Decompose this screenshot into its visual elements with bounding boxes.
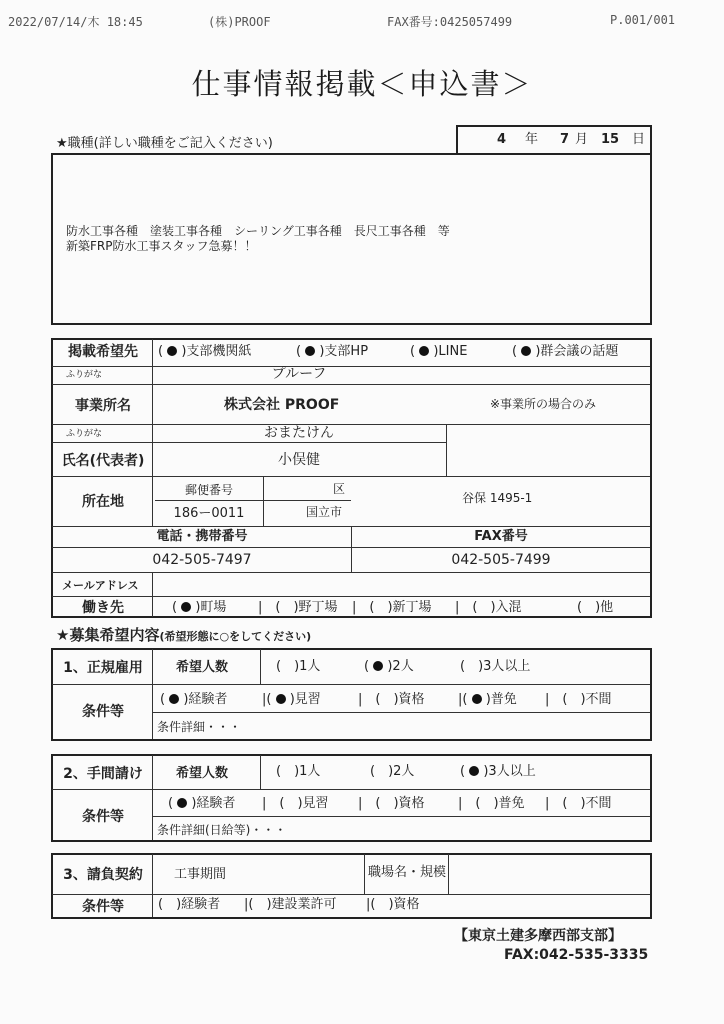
fax-label: FAX番号: [474, 529, 528, 544]
workplace-option-4[interactable]: | ( )入混: [455, 600, 522, 615]
job-content-line1: 防水工事各種 塗装工事各種 シーリング工事各種 長尺工事各種 等: [66, 224, 450, 238]
publish-option-2[interactable]: ( )支部HP: [296, 344, 369, 359]
date-month: 7: [560, 132, 570, 147]
workplace-label: 働き先: [82, 600, 124, 616]
regular-count-option-3[interactable]: ( )3人以上: [460, 659, 531, 674]
date-month-unit: 月: [575, 132, 589, 147]
labor-count-option-1[interactable]: ( )1人: [276, 764, 321, 779]
fax-sender: (株)PROOF: [208, 15, 271, 29]
street-value[interactable]: 谷保 1495-1: [462, 491, 533, 505]
regular-cond-option-2[interactable]: |( )見習: [262, 692, 321, 707]
regular-cond-option-5[interactable]: | ( )不間: [545, 692, 612, 707]
date-box: [456, 125, 652, 155]
check-mark-icon: [419, 346, 429, 356]
rep-furigana-value[interactable]: おまたけん: [264, 425, 334, 441]
representative-label: 氏名(代表者): [61, 453, 145, 469]
check-mark-icon: [177, 798, 187, 808]
phone-label: 電話・携帯番号: [156, 529, 248, 544]
period-label: 工事期間: [174, 867, 227, 882]
check-mark-icon: [469, 766, 479, 776]
workplace-option-3[interactable]: | ( )新丁場: [352, 600, 432, 615]
regular-employment-label: 1、正規雇用: [63, 660, 143, 676]
office-name-label: 事業所名: [75, 398, 131, 414]
fax-value[interactable]: 042-505-7499: [451, 552, 551, 568]
regular-cond-option-3[interactable]: | ( )資格: [358, 692, 425, 707]
labor-cond-option-5[interactable]: | ( )不間: [545, 796, 612, 811]
regular-cond-option-1[interactable]: ( )経験者: [160, 692, 228, 707]
labor-cond-label: 条件等: [82, 809, 124, 825]
workplace-option-2[interactable]: | ( )野丁場: [258, 600, 338, 615]
regular-count-option-1[interactable]: ( )1人: [276, 659, 321, 674]
regular-cond-label: 条件等: [82, 704, 124, 720]
regular-detail-label: 条件詳細・・・: [157, 720, 242, 734]
labor-contract-label: 2、手間請け: [63, 766, 143, 782]
subcontract-cond-option-3[interactable]: |( )資格: [366, 897, 420, 912]
labor-count-option-3[interactable]: ( )3人以上: [460, 764, 536, 779]
labor-cond-option-1[interactable]: ( )経験者: [168, 796, 236, 811]
regular-count-label: 希望人数: [176, 660, 229, 675]
check-mark-icon: [167, 346, 177, 356]
postal-value[interactable]: 186ー0011: [173, 506, 245, 521]
subcontract-cond-option-1[interactable]: ( )経験者: [158, 897, 221, 912]
footer-fax: FAX:042-535-3335: [504, 947, 649, 963]
city-value[interactable]: 国立市: [306, 505, 343, 519]
job-type-label: ★職種(詳しい職種をご記入ください): [56, 136, 273, 151]
address-label: 所在地: [82, 494, 124, 510]
publish-label: 掲載希望先: [68, 344, 138, 360]
labor-cond-option-4[interactable]: | ( )普免: [458, 796, 525, 811]
publish-option-3[interactable]: ( )LINE: [410, 344, 468, 359]
page-title: 仕事情報掲載＜申込書＞: [191, 67, 533, 101]
labor-count-label: 希望人数: [176, 766, 229, 781]
publish-option-1[interactable]: ( )支部機関紙: [158, 344, 252, 359]
regular-cond-option-4[interactable]: |( )普免: [458, 692, 517, 707]
email-label: メールアドレス: [62, 579, 139, 592]
office-note: ※事業所の場合のみ: [490, 397, 597, 411]
date-day: 15: [601, 132, 620, 147]
recruit-header: ★募集希望内容(希望形態に○をしてください): [56, 626, 312, 644]
publish-option-4[interactable]: ( )群会議の話題: [512, 344, 619, 359]
check-mark-icon: [472, 694, 482, 704]
representative-value[interactable]: 小俣健: [278, 452, 320, 468]
furigana-value[interactable]: プルーフ: [271, 366, 327, 382]
workplace-option-1[interactable]: ( )町場: [172, 600, 227, 615]
check-mark-icon: [373, 661, 383, 671]
date-day-unit: 日: [632, 132, 646, 147]
rep-furigana-label: ふりがな: [66, 429, 103, 439]
check-mark-icon: [305, 346, 315, 356]
postal-label: 郵便番号: [184, 483, 233, 497]
labor-cond-option-2[interactable]: | ( )見習: [262, 796, 329, 811]
check-mark-icon: [169, 694, 179, 704]
fax-number: FAX番号:0425057499: [387, 15, 513, 29]
date-year: 4: [497, 132, 507, 147]
subcontract-cond-option-2[interactable]: |( )建設業許可: [244, 897, 337, 912]
regular-count-option-2[interactable]: ( )2人: [364, 659, 414, 674]
phone-value[interactable]: 042-505-7497: [152, 552, 252, 568]
check-mark-icon: [181, 602, 191, 612]
date-year-unit: 年: [525, 132, 539, 147]
footer-org: 【東京土建多摩西部支部】: [454, 928, 622, 944]
subcontract-label: 3、請負契約: [63, 867, 143, 883]
ward-label: 区: [333, 482, 346, 496]
office-name-value[interactable]: 株式会社 PROOF: [224, 397, 340, 413]
fax-page: P.001/001: [610, 13, 676, 27]
job-content-line2: 新築FRP防水工事スタッフ急募！！: [66, 239, 257, 253]
labor-cond-option-3[interactable]: | ( )資格: [358, 796, 425, 811]
furigana-label: ふりがな: [66, 370, 103, 380]
scale-label: 職場名・規模: [368, 865, 447, 880]
check-mark-icon: [276, 694, 286, 704]
fax-datetime: 2022/07/14/木 18:45: [8, 15, 143, 29]
check-mark-icon: [521, 346, 531, 356]
labor-detail-label: 条件詳細(日給等)・・・: [157, 823, 287, 837]
subcontract-cond-label: 条件等: [82, 899, 124, 915]
workplace-option-5[interactable]: ( )他: [577, 600, 614, 615]
labor-count-option-2[interactable]: ( )2人: [370, 764, 415, 779]
